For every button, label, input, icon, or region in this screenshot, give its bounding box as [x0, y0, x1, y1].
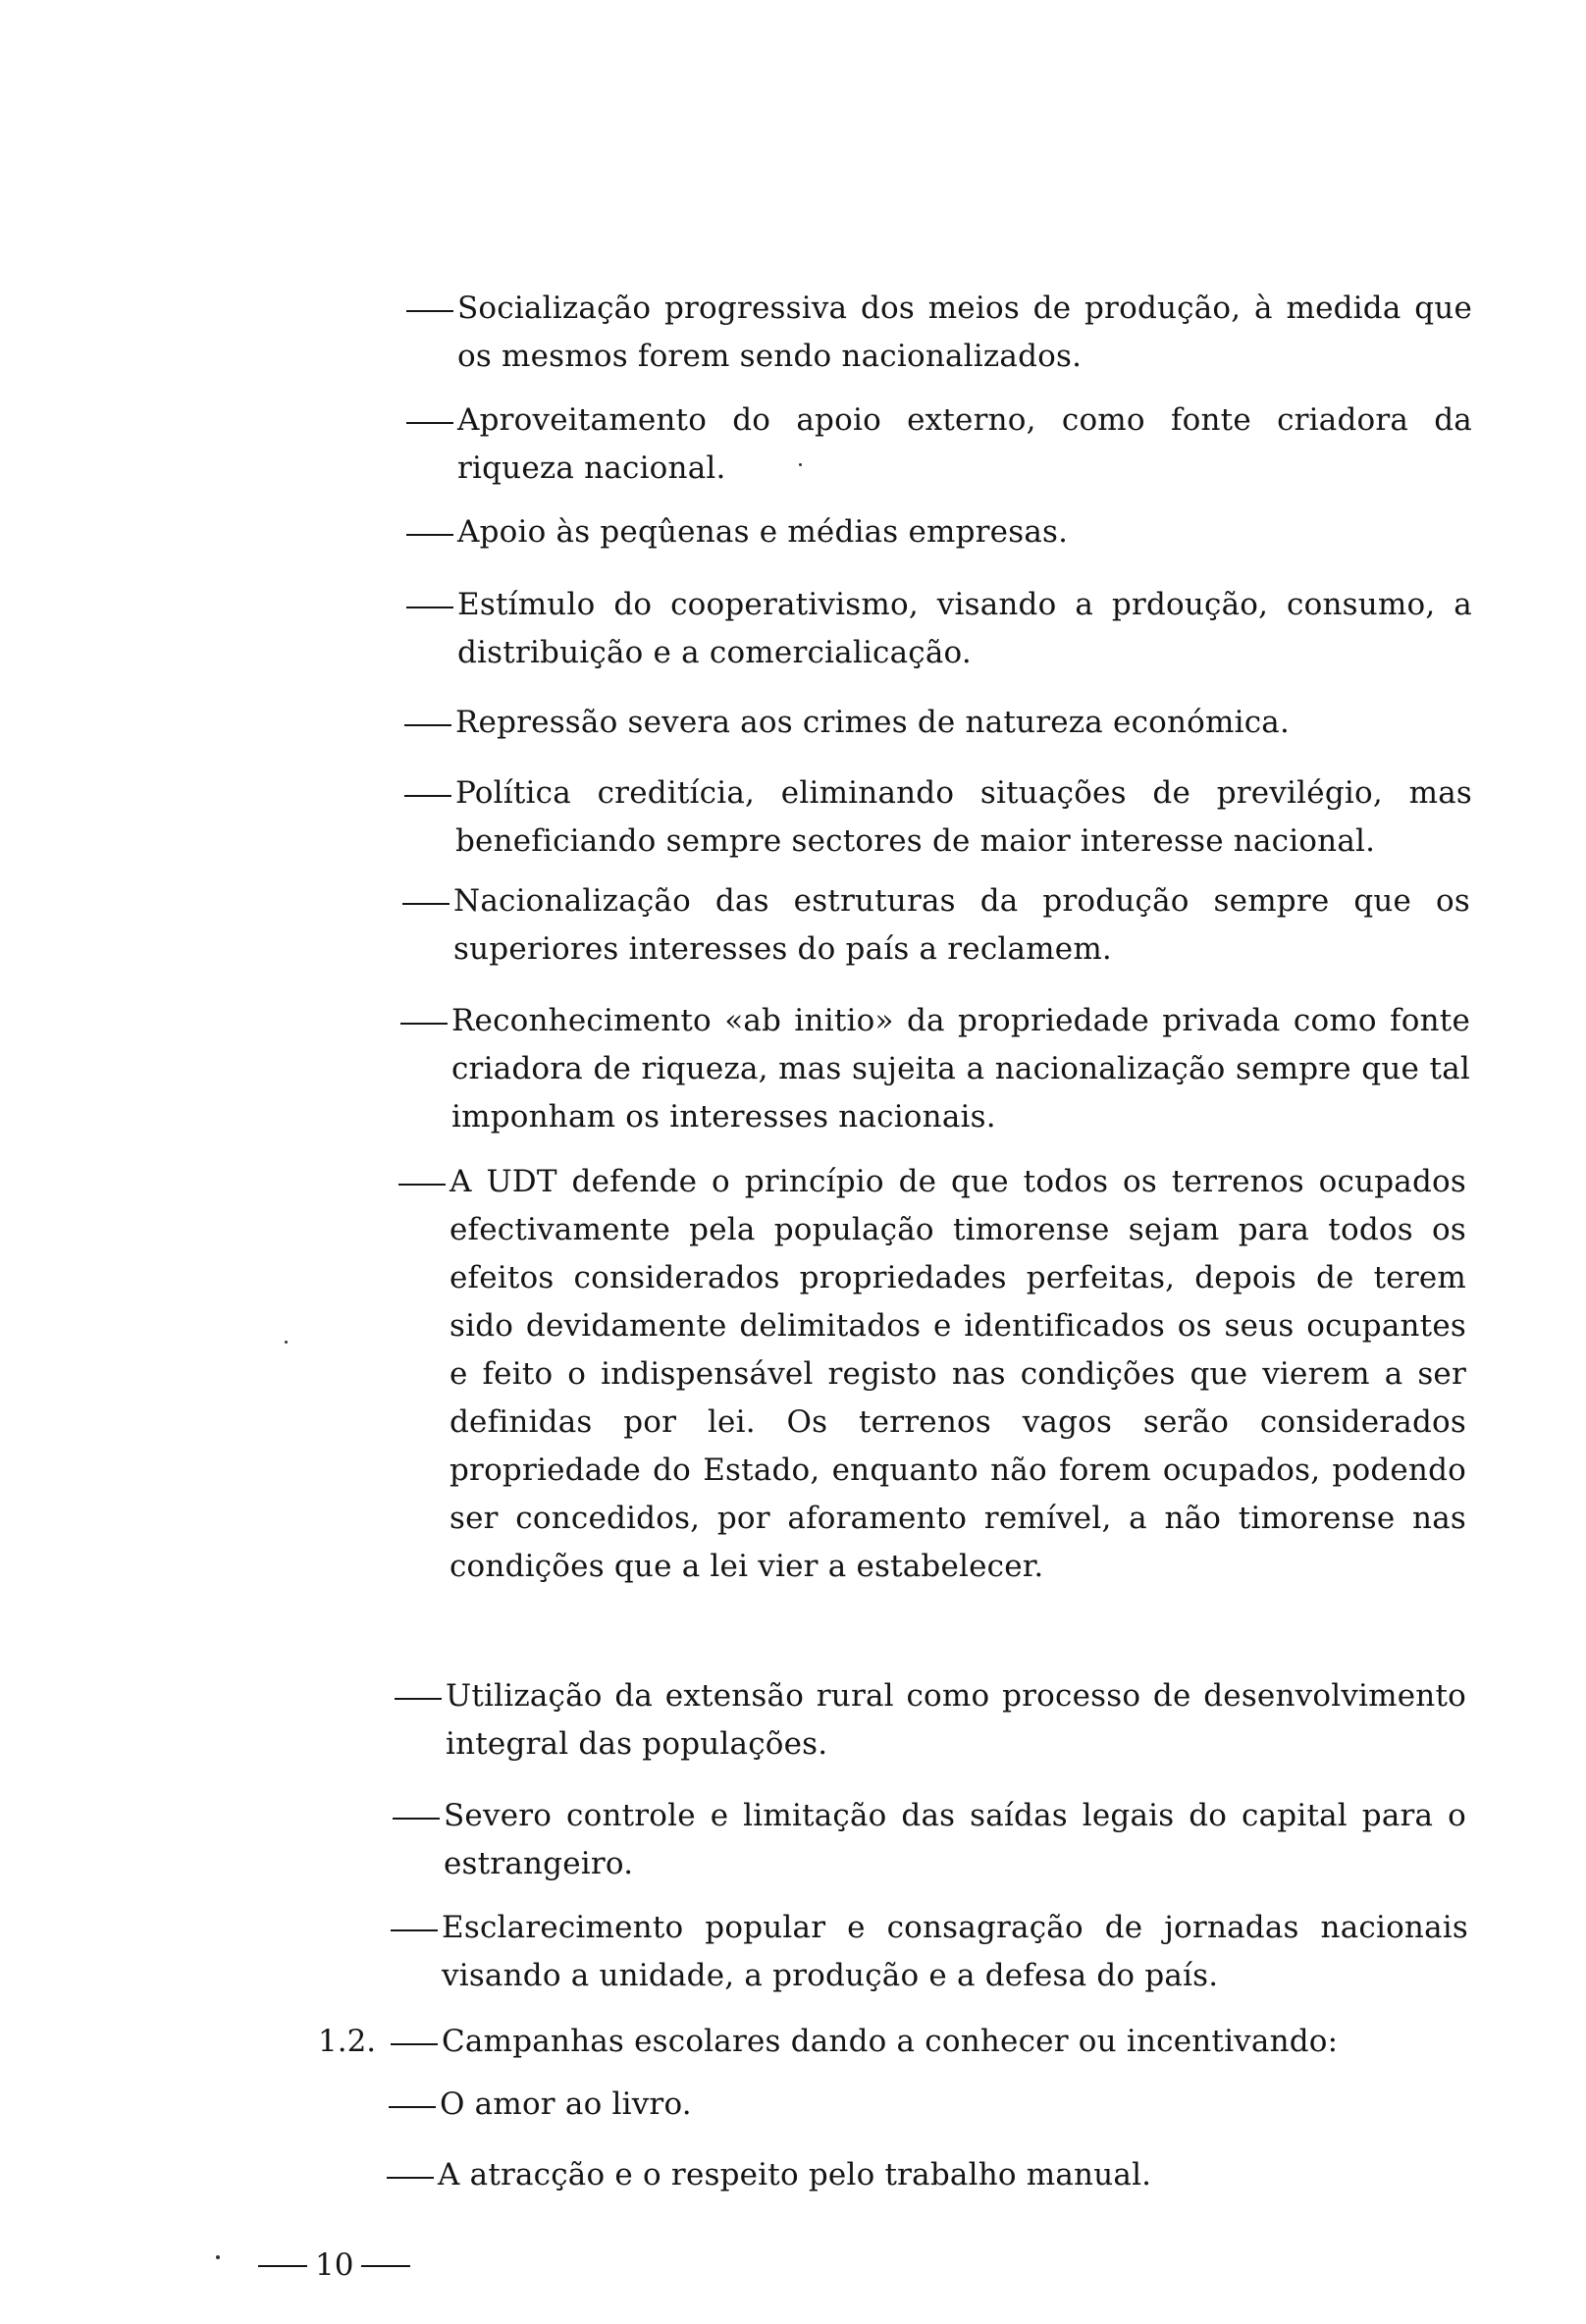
em-dash [258, 2265, 307, 2267]
scan-speck [799, 463, 802, 466]
list-item [457, 396, 1472, 493]
em-dash [387, 2177, 434, 2179]
em-dash [406, 534, 453, 536]
section-number: 1.2. [318, 2024, 377, 2059]
em-dash [395, 1698, 442, 1700]
list-item-text: Reconhecimento «ab initio» da propriedade privada como fonte criadora de riqueza, mas sujeita a nacionalização sempre que tal imponham os interesses nacionais. [451, 1003, 1470, 1135]
page-number [250, 2242, 418, 2290]
em-dash [404, 724, 451, 726]
em-dash [406, 310, 453, 312]
list-item [457, 581, 1472, 677]
em-dash [393, 1818, 440, 1820]
scan-speck [285, 1341, 288, 1344]
list-item-text: Esclarecimento popular e consagração de jornadas nacionais visando a unidade, a produção e a defesa do país. [442, 1910, 1468, 1993]
list-item-text: Utilização da extensão rural como processo de desenvolvimento integral das populações. [446, 1678, 1466, 1762]
page-number-text: 10 [315, 2247, 354, 2283]
sub-list-item [440, 2081, 1460, 2129]
sub-list-item-text: O amor ao livro. [440, 2086, 692, 2122]
list-item [444, 1792, 1466, 1888]
sub-list-item-text: A atracção e o respeito pelo trabalho manual. [438, 2157, 1152, 2192]
list-item-text: A UDT defende o princípio de que todos os terrenos ocupados efectivamente pela população timorense sejam para todos os efeitos considerados propriedades perfeitas, depois de terem sido devidamente delimitados e identificados os seus ocupantes e feito o indispensável registo nas condições que vierem a ser definidas por lei. Os terrenos vagos serão considerados propriedade do Estado, enquanto não forem ocupados, podendo ser concedidos, por aforamento remível, a não timorense nas condições que a lei vier a estabelecer. [449, 1164, 1466, 1584]
list-item-text: Nacionalização das estruturas da produção sempre que os superiores interesses do país a reclamem. [453, 883, 1470, 967]
em-dash [402, 903, 449, 905]
list-item [455, 769, 1472, 866]
em-dash [389, 2106, 436, 2108]
list-item [446, 1672, 1466, 1769]
sub-list-item [438, 2151, 1458, 2199]
list-item [442, 1904, 1468, 2000]
list-item [457, 508, 1472, 556]
section-heading [442, 2018, 1472, 2066]
list-item-text: Aproveitamento do apoio externo, como fonte criadora da riqueza nacional. [457, 402, 1472, 486]
scan-speck [216, 2255, 220, 2259]
list-item [449, 1158, 1466, 1591]
em-dash [361, 2265, 410, 2267]
em-dash [406, 422, 453, 424]
list-item-text: Apoio às peqûenas e médias empresas. [457, 514, 1069, 550]
list-item [457, 285, 1472, 381]
list-item-text: Política creditícia, eliminando situações de previlégio, mas beneficiando sempre sectores de maior interesse nacional. [455, 775, 1472, 859]
em-dash [398, 1184, 446, 1186]
list-item-text: Estímulo do cooperativismo, visando a prdoução, consumo, a distribuição e a comercialicação. [457, 587, 1472, 670]
section-heading-text: Campanhas escolares dando a conhecer ou incentivando: [442, 2024, 1339, 2059]
list-item-text: Repressão severa aos crimes de natureza económica. [455, 705, 1291, 740]
em-dash [400, 1023, 448, 1025]
list-item [451, 997, 1470, 1141]
list-item [455, 699, 1470, 747]
em-dash [391, 2043, 438, 2045]
em-dash [404, 795, 451, 797]
em-dash [406, 607, 453, 608]
list-item [453, 877, 1470, 974]
em-dash [391, 1929, 438, 1931]
list-item-text: Socialização progressiva dos meios de produção, à medida que os mesmos forem sendo nacionalizados. [457, 290, 1472, 374]
list-item-text: Severo controle e limitação das saídas legais do capital para o estrangeiro. [444, 1798, 1466, 1881]
